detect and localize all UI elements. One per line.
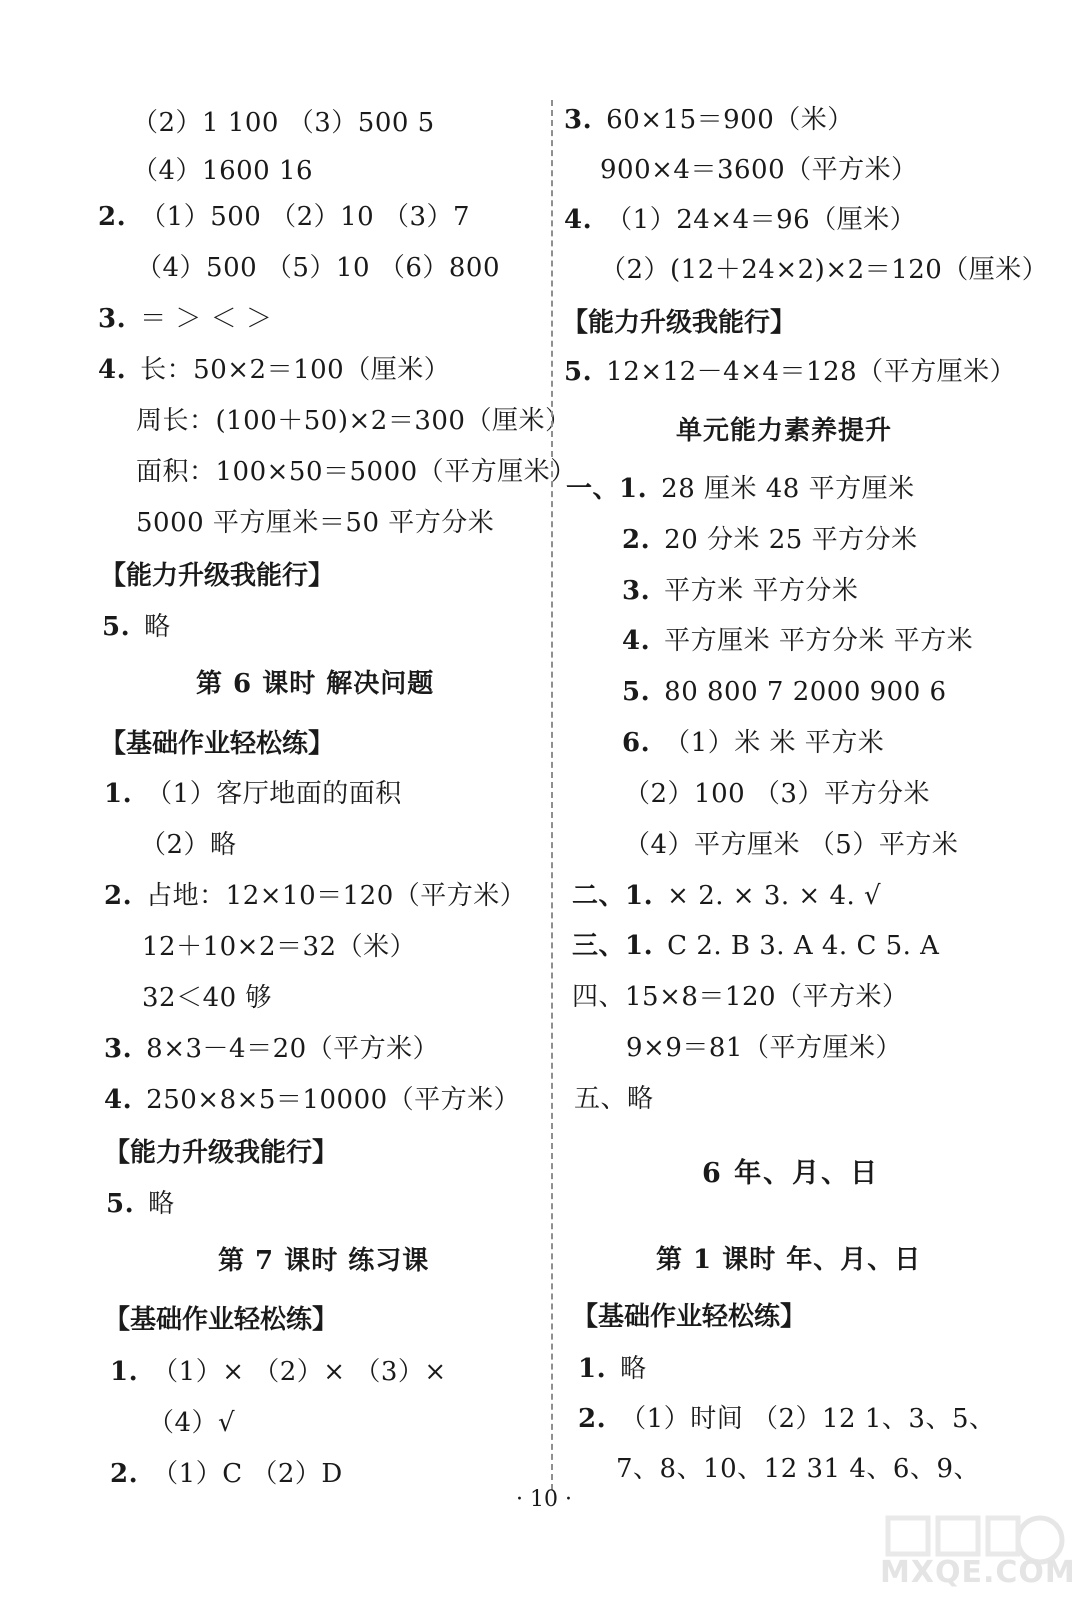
watermark-text: MXQE.COM: [880, 1555, 1076, 1590]
answer-text: （2）1 100 （3）500 5: [132, 108, 435, 138]
section-tag: 【基础作业轻松练】: [100, 729, 335, 759]
answer-line: [136, 507, 494, 539]
question-number: 1.: [110, 1357, 139, 1387]
answer-text: （4）平方厘米 （5）平方米: [624, 830, 959, 860]
answer-text: （4）√: [148, 1408, 236, 1438]
answer-line: [136, 252, 500, 284]
answer-text: 占地：12×10＝120（平方米）: [146, 881, 527, 911]
answer-text: 12×12－4×4＝128（平方厘米）: [606, 357, 1017, 387]
answer-line: [626, 1032, 902, 1064]
answer-line: [98, 354, 450, 386]
question-number: 4.: [98, 355, 127, 385]
answer-line: [136, 456, 577, 488]
answer-line: [106, 1188, 175, 1220]
answer-text: （1）500 （2）10 （3）7: [140, 202, 471, 232]
question-number: 1.: [104, 779, 133, 809]
answer-text: 平方厘米 平方分米 平方米: [664, 626, 974, 656]
answer-line: [624, 829, 958, 861]
question-number: 6.: [622, 728, 651, 758]
section-tag: 【能力升级我能行】: [104, 1138, 339, 1168]
answer-text: 8×3－4＝20（平方米）: [146, 1034, 440, 1064]
answer-line: [574, 1083, 654, 1115]
answer-text: 60×15＝900（米）: [606, 105, 854, 135]
answer-text: 5000 平方厘米＝50 平方分米: [136, 508, 495, 538]
section-tag: 【基础作业轻松练】: [104, 1305, 339, 1335]
answer-line: [566, 473, 915, 505]
answer-line: [624, 778, 930, 810]
answer-line: [98, 303, 272, 335]
answer-line: [622, 625, 973, 657]
answer-text: 20 分米 25 平方分米: [664, 525, 918, 555]
question-number: 5.: [622, 677, 651, 707]
answer-text: （1）客厅地面的面积: [146, 779, 402, 809]
answer-line: [110, 1356, 447, 1388]
answer-line: [142, 982, 272, 1014]
question-number: 2.: [98, 202, 127, 232]
answer-line: [102, 611, 171, 643]
answer-line: [564, 356, 1016, 388]
question-number: 一、1.: [566, 474, 648, 504]
question-number: 5.: [564, 357, 593, 387]
answer-line: [600, 254, 1048, 286]
answer-line: [622, 676, 947, 708]
answer-text: （4）1600 16: [132, 156, 314, 186]
answer-text: 250×8×5＝10000（平方米）: [146, 1085, 521, 1115]
answer-line: [578, 1353, 647, 1385]
answer-text: 周长：(100＋50)×2＝300（厘米）: [136, 406, 572, 436]
question-number: 4.: [622, 626, 651, 656]
answer-text: 略: [148, 1189, 175, 1219]
question-number: 3.: [98, 304, 127, 334]
question-number: 二、1.: [572, 881, 654, 911]
lesson-heading: 第 6 课时 解决问题: [196, 669, 435, 699]
question-number: 1.: [578, 1354, 607, 1384]
answer-text: 900×4＝3600（平方米）: [600, 155, 918, 185]
answer-line: [148, 1407, 235, 1439]
question-number: 3.: [622, 576, 651, 606]
chapter-heading: 6 年、月、日: [702, 1158, 880, 1189]
section-tag: 【基础作业轻松练】: [572, 1302, 807, 1332]
answer-text: （2）(12＋24×2)×2＝120（厘米）: [600, 255, 1049, 285]
answer-line: [616, 1453, 980, 1485]
answer-text: 略: [144, 612, 171, 642]
answer-text: 平方米 平方分米: [664, 576, 859, 606]
answer-line: [600, 154, 918, 186]
question-number: 2.: [110, 1459, 139, 1489]
answer-line: [104, 778, 402, 810]
answer-line: [132, 155, 313, 187]
answer-line: [136, 405, 571, 437]
lesson-heading: 单元能力素养提升: [676, 416, 893, 446]
answer-line: [140, 829, 237, 861]
lesson-heading: 第 1 课时 年、月、日: [656, 1245, 922, 1275]
answer-text: 面积：100×50＝5000（平方厘米）: [136, 457, 577, 487]
answer-text: （1）× （2）× （3）×: [152, 1357, 447, 1387]
lesson-heading: 第 7 课时 练习课: [218, 1246, 430, 1276]
question-number: 3.: [564, 105, 593, 135]
answer-line: [104, 1033, 439, 1065]
answer-text: 9×9＝81（平方厘米）: [626, 1033, 902, 1063]
question-number: 4.: [564, 205, 593, 235]
answer-text: （1）24×4＝96（厘米）: [606, 205, 917, 235]
section-tag: 【能力升级我能行】: [562, 308, 797, 338]
answer-line: [132, 107, 435, 139]
answer-line: [622, 727, 884, 759]
answer-text: C 2. B 3. A 4. C 5. A: [667, 931, 940, 961]
answer-text: ＝ ＞ ＜ ＞: [140, 304, 273, 334]
answer-line: [104, 1084, 520, 1116]
column-divider: [551, 100, 553, 1490]
answer-text: （4）500 （5）10 （6）800: [136, 253, 500, 283]
answer-text: （1）时间 （2）12 1、3、5、: [620, 1404, 996, 1434]
answer-line: [622, 575, 858, 607]
answer-line: [98, 201, 470, 233]
answer-text: 32＜40 够: [142, 983, 272, 1013]
question-number: 3.: [104, 1034, 133, 1064]
answer-line: [142, 931, 416, 963]
answer-line: [564, 204, 916, 236]
question-number: 4.: [104, 1085, 133, 1115]
watermark-logo: [880, 1510, 1076, 1590]
answer-text: 略: [620, 1354, 647, 1384]
answer-text: （2）略: [140, 830, 237, 860]
question-number: 2.: [622, 525, 651, 555]
page-number: · 10 ·: [516, 1487, 572, 1512]
question-number: 2.: [104, 881, 133, 911]
question-number: 5.: [102, 612, 131, 642]
question-number: 三、1.: [572, 931, 654, 961]
answer-text: 7、8、10、12 31 4、6、9、: [616, 1454, 980, 1484]
answer-line: [578, 1403, 995, 1435]
answer-text: 四、15×8＝120（平方米）: [572, 982, 909, 1012]
answer-line: [572, 880, 881, 912]
answer-line: [564, 104, 854, 136]
answer-text: 28 厘米 48 平方厘米: [661, 474, 915, 504]
answer-line: [622, 524, 918, 556]
answer-text: 12＋10×2＝32（米）: [142, 932, 417, 962]
answer-text: （1）米 米 平方米: [664, 728, 885, 758]
section-tag: 【能力升级我能行】: [100, 561, 335, 591]
question-number: 5.: [106, 1189, 135, 1219]
answer-text: 80 800 7 2000 900 6: [664, 677, 947, 707]
answer-line: [572, 981, 909, 1013]
answer-text: 长：50×2＝100（厘米）: [140, 355, 451, 385]
answer-text: 五、略: [574, 1084, 654, 1114]
answer-line: [572, 930, 939, 962]
question-number: 2.: [578, 1404, 607, 1434]
answer-text: （2）100 （3）平方分米: [624, 779, 930, 809]
answer-line: [104, 880, 526, 912]
answer-text: × 2. × 3. × 4. √: [667, 881, 882, 911]
answer-text: （1）C （2）D: [152, 1459, 343, 1489]
